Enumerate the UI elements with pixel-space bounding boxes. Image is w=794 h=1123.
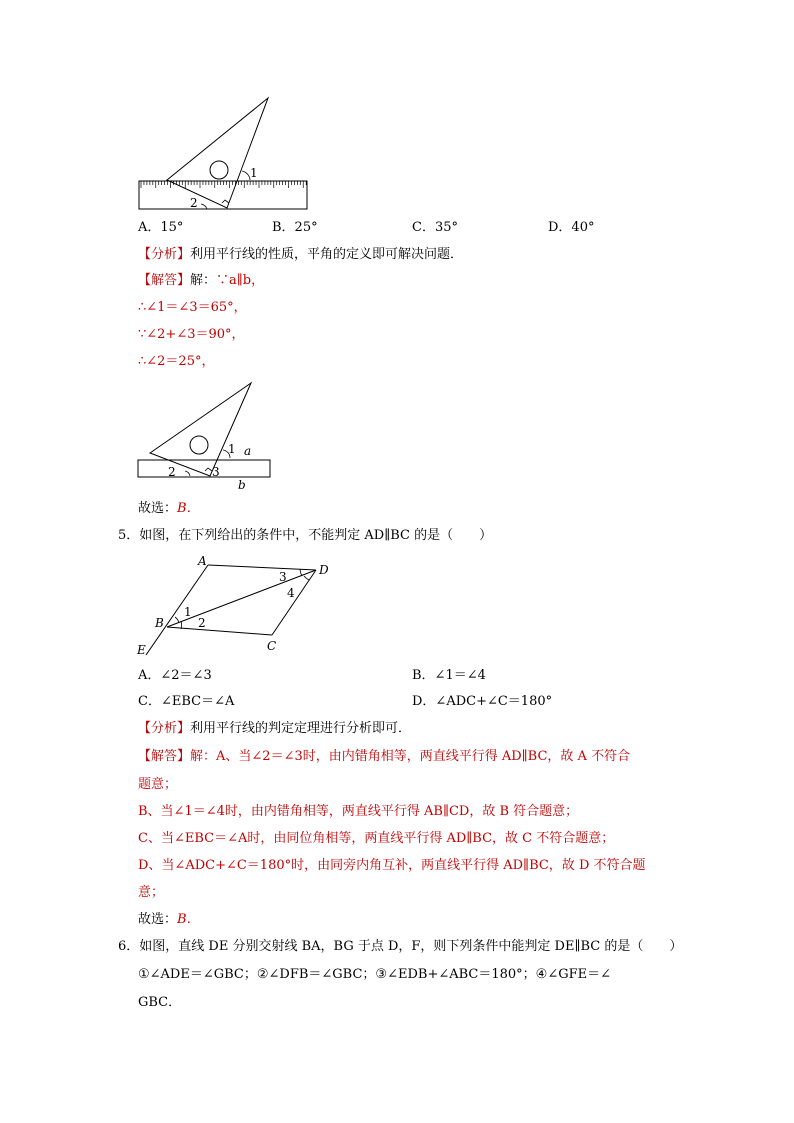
q5-fig-label-3: 3 [279,570,287,584]
q4-option-d: D．40° [548,220,595,235]
q5-choice [138,911,200,929]
q5-answer-text-1: 解：A、当∠2＝∠3时，由内错角相等，两直线平行得 AD∥BC，故 A 不符合 [190,749,631,764]
q5-option-c: C．∠EBC＝∠A [138,694,235,709]
q5-analysis [138,720,411,738]
q4-step-2: ∴∠1＝∠3＝65°， [138,300,247,315]
q5-fig-label-4: 4 [287,586,295,600]
q4-option-a: A．15° [138,220,184,235]
q4-answer-tag: 【解答】 [138,273,191,288]
q4-choice-value: B． [177,501,200,516]
q5-option-d: D．∠ADC+∠C＝180° [412,694,553,709]
q5-choice-value: B． [177,912,200,927]
q6-conditions-1: ①∠ADE＝∠GBC；②∠DFB＝∠GBC；③∠EDB+∠ABC＝180°；④∠GFE＝∠ [138,967,612,982]
q5-analysis-text: 利用平行线的判定定理进行分析即可． [190,721,412,736]
q5-fig-label-b: B [155,616,164,630]
q4-analysis-text: 利用平行线的性质，平角的定义即可解决问题． [190,247,464,262]
q4-answer [138,272,264,290]
q5-fig-label-a: A [198,554,207,568]
q4-choice [138,500,200,518]
q5-answer-line-1 [138,748,630,766]
q4-answer-prefix: 解： [190,273,217,288]
q4-analysis [138,246,463,264]
q4-step-3: ∵∠2+∠3＝90°， [138,327,245,342]
fig2-label-2: 2 [168,465,176,479]
fig1-label-2: 2 [190,196,198,210]
q5-choice-prefix: 故选： [138,912,178,927]
fig2-label-b: b [238,478,246,492]
fig1-label-1: 1 [250,166,258,180]
fig2-label-1: 1 [228,442,236,456]
q5-answer-line-6: 意； [138,885,165,900]
figure-q5-quadrilateral [132,550,337,660]
q5-fig-label-c: C [267,639,277,653]
q6-conditions-2: GBC． [138,995,182,1010]
q5-option-b: B．∠1＝∠4 [412,668,486,683]
q6-stem: 6．如图，直线 DE 分别交射线 BA，BG 于点 D，F，则下列条件中能判定 DE∥BC 的是（ ） [118,939,683,954]
q5-answer-line-3: B、当∠1＝∠4时，由内错角相等，两直线平行得 AB∥CD，故 B 符合题意； [138,804,579,819]
q5-answer-line-2: 题意； [138,777,178,792]
q5-fig-label-1: 1 [184,605,192,619]
q5-analysis-tag: 【分析】 [138,721,191,736]
fig2-label-3: 3 [212,465,220,479]
q4-option-c: C．35° [412,220,458,235]
figure-triangle-ruler [130,90,320,215]
q5-fig-label-2: 2 [198,616,206,630]
fig2-label-a: a [244,444,252,458]
q4-step-4: ∴∠2＝25°， [138,354,215,369]
q4-step-1: ∵a∥b， [216,273,265,288]
q5-fig-label-e: E [137,643,146,657]
q5-stem: 5．如图，在下列给出的条件中，不能判定 AD∥BC 的是（ ） [118,528,493,543]
figure-parallel-lines [130,378,280,493]
q4-option-b: B．25° [272,220,318,235]
q5-answer-line-4: C、当∠EBC＝∠A时，由同位角相等，两直线平行得 AD∥BC，故 C 不符合题意； [138,831,615,846]
q5-option-a: A．∠2＝∠3 [138,668,212,683]
q5-answer-tag: 【解答】 [138,749,191,764]
q5-answer-line-5: D、当∠ADC+∠C＝180°时，由同旁内角互补，两直线平行得 AD∥BC，故 D 不符合题 [138,858,646,873]
q4-choice-prefix: 故选： [138,501,178,516]
q4-analysis-tag: 【分析】 [138,247,191,262]
q5-fig-label-d: D [319,563,329,577]
